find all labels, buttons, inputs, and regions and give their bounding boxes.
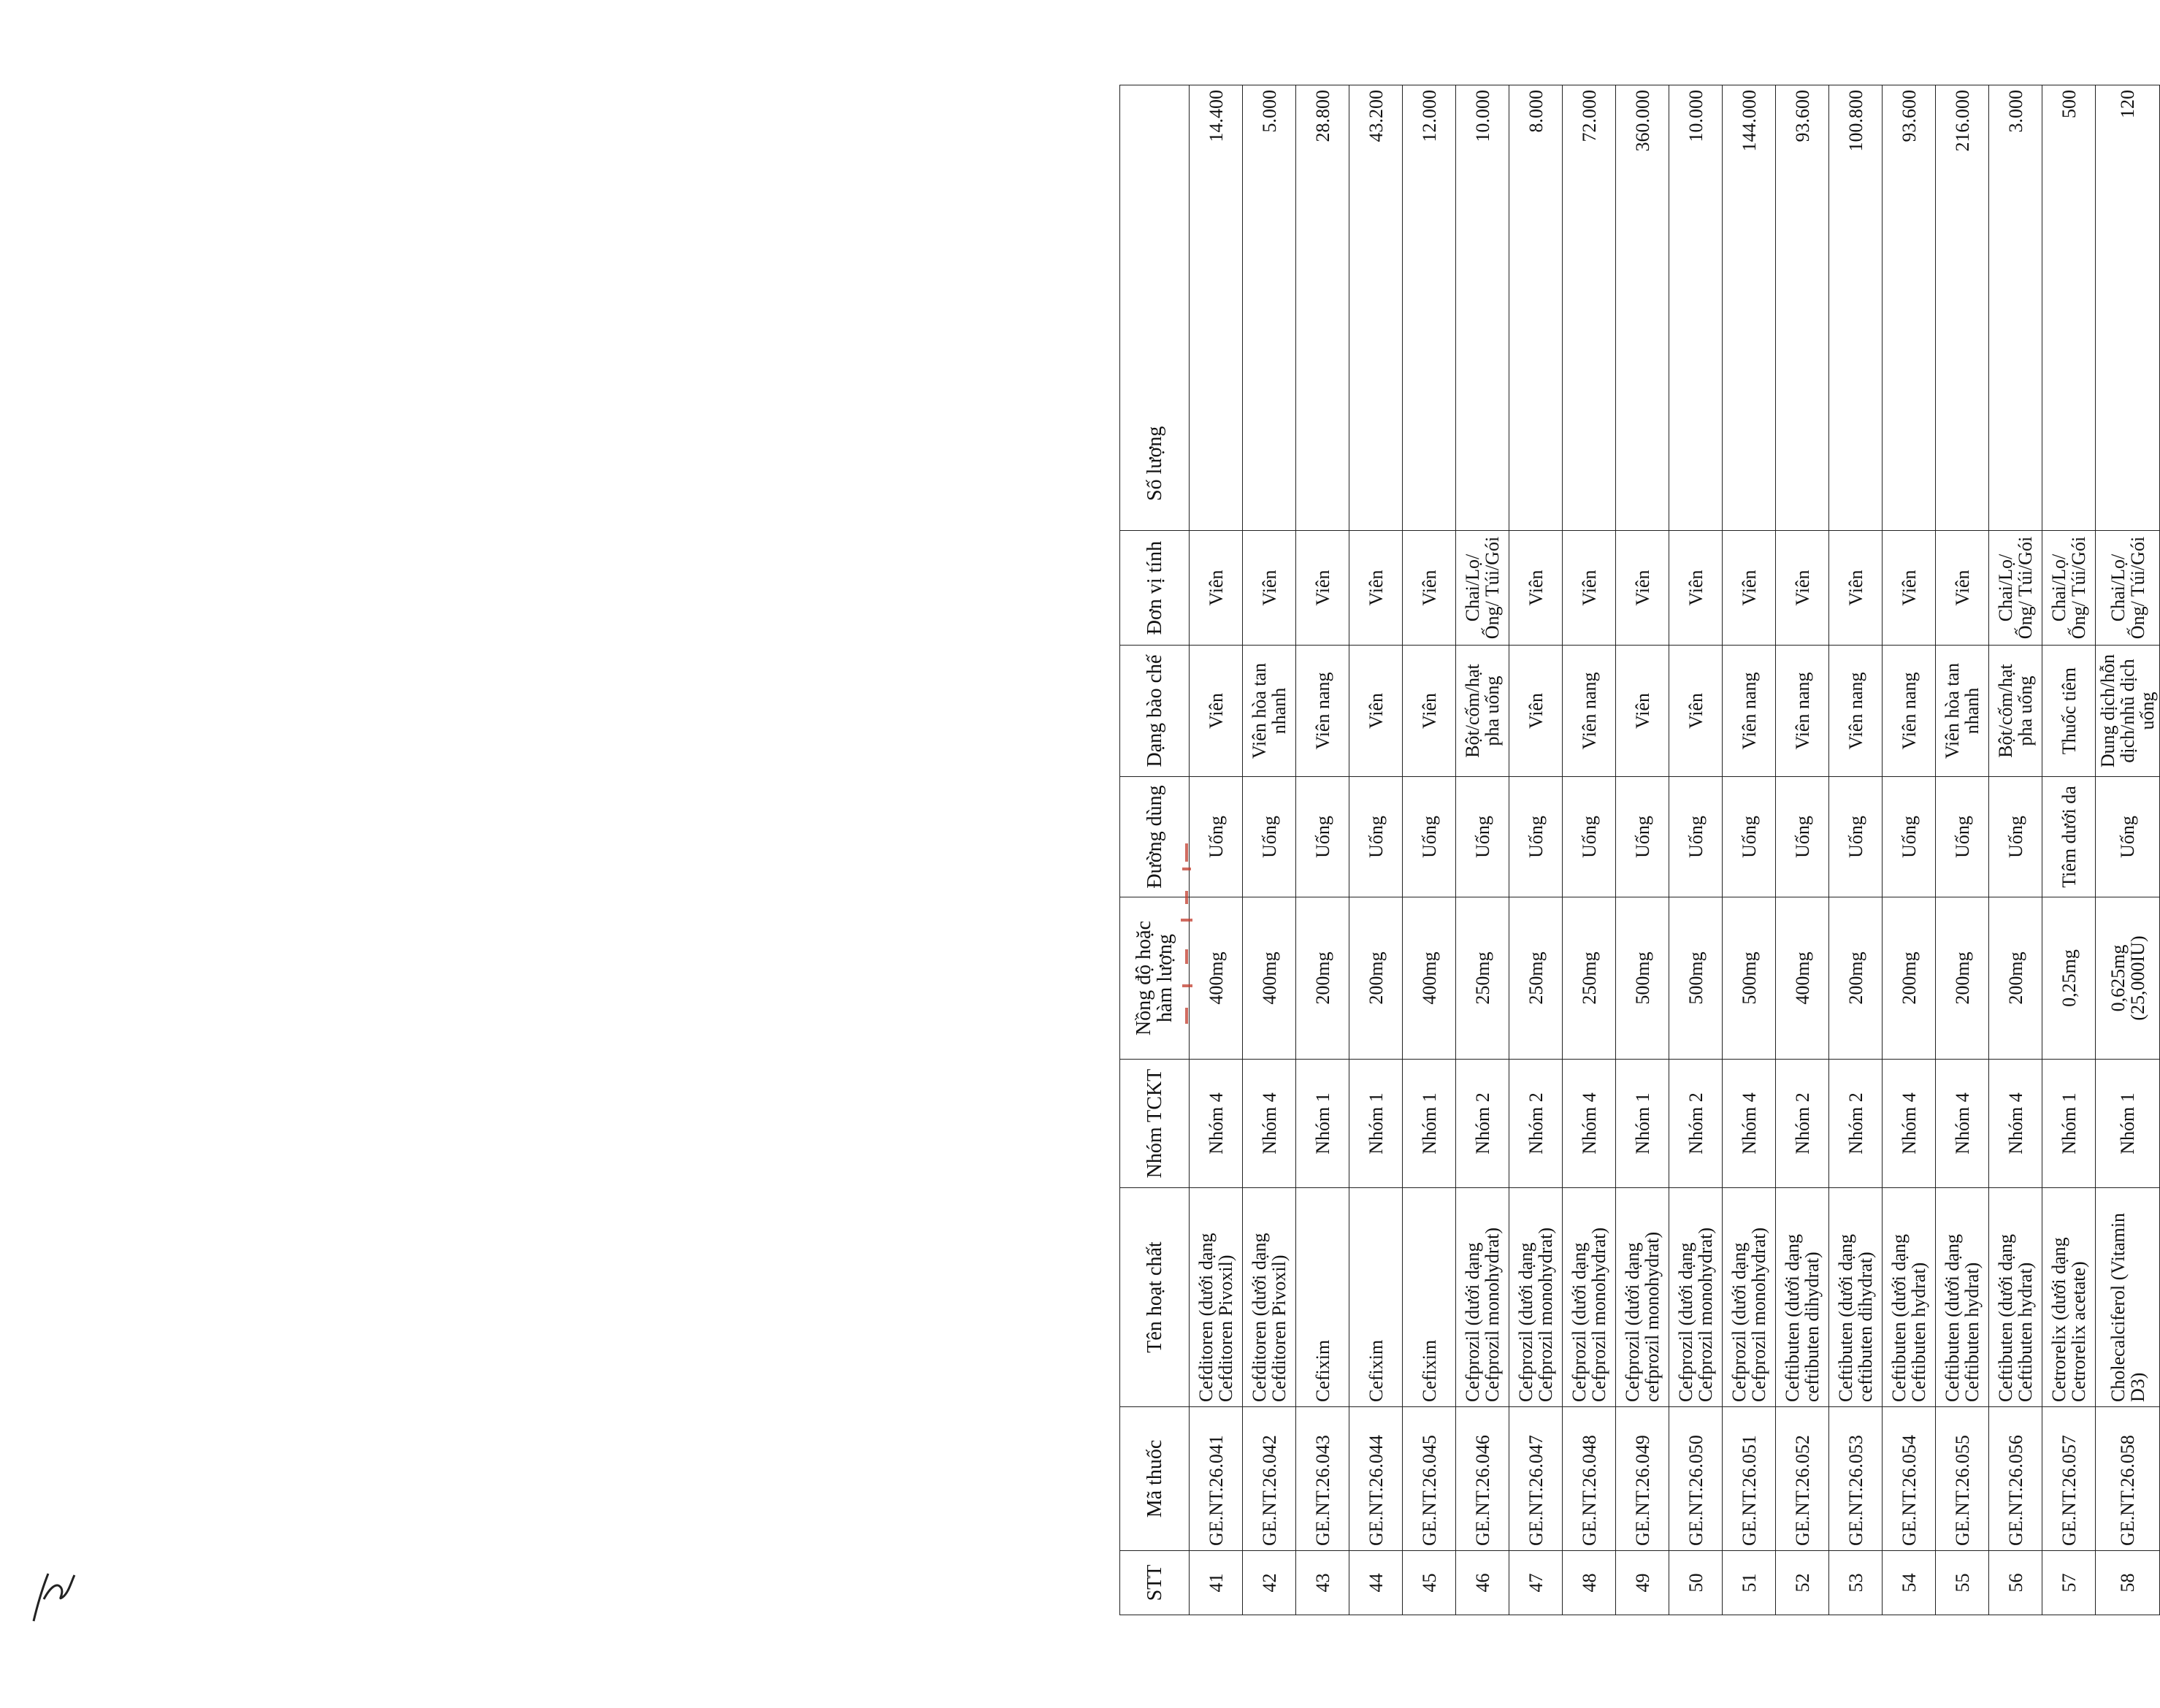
header-nong-do: Nồng độ hoặc hàm lượng	[1120, 897, 1190, 1060]
cell-so-luong: 3.000	[1989, 85, 2042, 531]
cell-don-vi-tinh: Viên	[1936, 531, 1989, 646]
table-row	[1936, 85, 1989, 1615]
cell-ten-hoat-chat: Cefprozil (dưới dạng Cefprozil monohydrat)	[1563, 1188, 1616, 1407]
cell-dang-bao-che: Viên nang	[1776, 646, 1829, 777]
cell-ten-hoat-chat: Cholecalciferol (Vitamin D3)	[2096, 1188, 2160, 1407]
cell-ma-thuoc: GE.NT.26.044	[1349, 1407, 1403, 1551]
signature-mark	[28, 1559, 79, 1625]
cell-don-vi-tinh: Viên	[1563, 531, 1616, 646]
table-row	[1296, 85, 1349, 1615]
cell-so-luong: 360.000	[1616, 85, 1669, 531]
cell-so-luong: 8.000	[1509, 85, 1563, 531]
cell-duong-dung: Uống	[1616, 777, 1669, 897]
header-duong-dung: Đường dùng	[1120, 777, 1190, 897]
cell-ma-thuoc: GE.NT.26.055	[1936, 1407, 1989, 1551]
cell-ten-hoat-chat: Cefditoren (dưới dạng Cefditoren Pivoxil)	[1190, 1188, 1243, 1407]
cell-don-vi-tinh: Viên	[1776, 531, 1829, 646]
cell-ten-hoat-chat: Ceftibuten (dưới dạng ceftibuten dihydrat)	[1776, 1188, 1829, 1407]
cell-dang-bao-che: Viên hòa tan nhanh	[1243, 646, 1296, 777]
cell-ma-thuoc: GE.NT.26.049	[1616, 1407, 1669, 1551]
cell-so-luong: 216.000	[1936, 85, 1989, 531]
cell-nhom-tckt: Nhóm 1	[2096, 1060, 2160, 1188]
cell-ma-thuoc: GE.NT.26.046	[1456, 1407, 1509, 1551]
cell-nong-do: 0,625mg (25,000IU)	[2096, 897, 2160, 1060]
cell-duong-dung: Uống	[2096, 777, 2160, 897]
cell-nong-do: 500mg	[1669, 897, 1723, 1060]
cell-so-luong: 500	[2042, 85, 2096, 531]
cell-duong-dung: Uống	[1723, 777, 1776, 897]
cell-nhom-tckt: Nhóm 1	[1296, 1060, 1349, 1188]
cell-nong-do: 0,25mg	[2042, 897, 2096, 1060]
cell-nong-do: 400mg	[1403, 897, 1456, 1060]
cell-ma-thuoc: GE.NT.26.051	[1723, 1407, 1776, 1551]
cell-nhom-tckt: Nhóm 1	[1616, 1060, 1669, 1188]
cell-duong-dung: Uống	[1296, 777, 1349, 897]
cell-duong-dung: Uống	[1403, 777, 1456, 897]
cell-ten-hoat-chat: Cefixim	[1296, 1188, 1349, 1407]
cell-dang-bao-che: Thuốc tiêm	[2042, 646, 2096, 777]
cell-don-vi-tinh: Viên	[1403, 531, 1456, 646]
table-row	[1509, 85, 1563, 1615]
cell-don-vi-tinh: Viên	[1616, 531, 1669, 646]
table-row	[1243, 85, 1296, 1615]
table-row	[1403, 85, 1456, 1615]
cell-ten-hoat-chat: Cefditoren (dưới dạng Cefditoren Pivoxil)	[1243, 1188, 1296, 1407]
cell-so-luong: 12.000	[1403, 85, 1456, 531]
cell-stt: 54	[1883, 1551, 1936, 1615]
cell-nhom-tckt: Nhóm 2	[1669, 1060, 1723, 1188]
header-nhom-tckt: Nhóm TCKT	[1120, 1060, 1190, 1188]
cell-ten-hoat-chat: Cefixim	[1403, 1188, 1456, 1407]
cell-nhom-tckt: Nhóm 1	[2042, 1060, 2096, 1188]
cell-so-luong: 10.000	[1456, 85, 1509, 531]
header-ten-hoat-chat: Tên hoạt chất	[1120, 1188, 1190, 1407]
cell-dang-bao-che: Viên nang	[1829, 646, 1883, 777]
cell-don-vi-tinh: Chai/Lọ/Ống/ Túi/Gói	[2096, 531, 2160, 646]
table-row	[1616, 85, 1669, 1615]
cell-nhom-tckt: Nhóm 4	[1723, 1060, 1776, 1188]
cell-stt: 46	[1456, 1551, 1509, 1615]
cell-nhom-tckt: Nhóm 1	[1403, 1060, 1456, 1188]
cell-duong-dung: Uống	[1669, 777, 1723, 897]
cell-ma-thuoc: GE.NT.26.057	[2042, 1407, 2096, 1551]
cell-so-luong: 5.000	[1243, 85, 1296, 531]
cell-ma-thuoc: GE.NT.26.043	[1296, 1407, 1349, 1551]
cell-stt: 51	[1723, 1551, 1776, 1615]
cell-ma-thuoc: GE.NT.26.054	[1883, 1407, 1936, 1551]
cell-dang-bao-che: Viên nang	[1723, 646, 1776, 777]
cell-nong-do: 400mg	[1776, 897, 1829, 1060]
cell-ma-thuoc: GE.NT.26.041	[1190, 1407, 1243, 1551]
cell-so-luong: 144.000	[1723, 85, 1776, 531]
table-body	[1190, 85, 2160, 1615]
cell-ma-thuoc: GE.NT.26.047	[1509, 1407, 1563, 1551]
cell-ma-thuoc: GE.NT.26.042	[1243, 1407, 1296, 1551]
cell-ten-hoat-chat: Cefprozil (dưới dạng Cefprozil monohydrat)	[1723, 1188, 1776, 1407]
cell-nhom-tckt: Nhóm 2	[1829, 1060, 1883, 1188]
cell-don-vi-tinh: Viên	[1190, 531, 1243, 646]
table-row	[2042, 85, 2096, 1615]
cell-nong-do: 200mg	[1829, 897, 1883, 1060]
cell-stt: 56	[1989, 1551, 2042, 1615]
cell-don-vi-tinh: Viên	[1723, 531, 1776, 646]
cell-stt: 47	[1509, 1551, 1563, 1615]
cell-don-vi-tinh: Chai/Lọ/Ống/ Túi/Gói	[2042, 531, 2096, 646]
cell-ten-hoat-chat: Cefixim	[1349, 1188, 1403, 1407]
cell-so-luong: 43.200	[1349, 85, 1403, 531]
cell-nhom-tckt: Nhóm 1	[1349, 1060, 1403, 1188]
cell-ma-thuoc: GE.NT.26.053	[1829, 1407, 1883, 1551]
cell-dang-bao-che: Viên	[1509, 646, 1563, 777]
cell-nong-do: 200mg	[1349, 897, 1403, 1060]
cell-duong-dung: Uống	[1456, 777, 1509, 897]
cell-dang-bao-che: Bột/cốm/hạt pha uống	[1456, 646, 1509, 777]
cell-ten-hoat-chat: Cefprozil (dưới dạng Cefprozil monohydrat)	[1456, 1188, 1509, 1407]
cell-ten-hoat-chat: Ceftibuten (dưới dạng ceftibuten dihydrat)	[1829, 1188, 1883, 1407]
cell-so-luong: 120	[2096, 85, 2160, 531]
cell-duong-dung: Uống	[1936, 777, 1989, 897]
table-row	[1723, 85, 1776, 1615]
cell-stt: 52	[1776, 1551, 1829, 1615]
cell-nong-do: 250mg	[1509, 897, 1563, 1060]
cell-so-luong: 10.000	[1669, 85, 1723, 531]
header-dang-bao-che: Dạng bào chế	[1120, 646, 1190, 777]
cell-so-luong: 28.800	[1296, 85, 1349, 531]
cell-nong-do: 200mg	[1296, 897, 1349, 1060]
cell-dang-bao-che: Viên	[1669, 646, 1723, 777]
cell-dang-bao-che: Viên	[1403, 646, 1456, 777]
cell-nong-do: 250mg	[1456, 897, 1509, 1060]
cell-stt: 50	[1669, 1551, 1723, 1615]
table-row	[1456, 85, 1509, 1615]
cell-dang-bao-che: Viên nang	[1563, 646, 1616, 777]
cell-dang-bao-che: Viên nang	[1296, 646, 1349, 777]
cell-duong-dung: Tiêm dưới da	[2042, 777, 2096, 897]
cell-don-vi-tinh: Viên	[1243, 531, 1296, 646]
cell-don-vi-tinh: Viên	[1509, 531, 1563, 646]
cell-don-vi-tinh: Viên	[1349, 531, 1403, 646]
cell-stt: 55	[1936, 1551, 1989, 1615]
cell-duong-dung: Uống	[1776, 777, 1829, 897]
table-row	[1989, 85, 2042, 1615]
cell-nong-do: 250mg	[1563, 897, 1616, 1060]
cell-dang-bao-che: Viên	[1349, 646, 1403, 777]
cell-ten-hoat-chat: Cefprozil (dưới dạng cefprozil monohydrat)	[1616, 1188, 1669, 1407]
cell-stt: 57	[2042, 1551, 2096, 1615]
cell-nong-do: 400mg	[1243, 897, 1296, 1060]
cell-duong-dung: Uống	[1509, 777, 1563, 897]
cell-stt: 43	[1296, 1551, 1349, 1615]
cell-duong-dung: Uống	[1563, 777, 1616, 897]
cell-duong-dung: Uống	[1243, 777, 1296, 897]
cell-nhom-tckt: Nhóm 2	[1776, 1060, 1829, 1188]
table-row	[1883, 85, 1936, 1615]
table-row	[1349, 85, 1403, 1615]
cell-ten-hoat-chat: Cefprozil (dưới dạng Cefprozil monohydrat)	[1669, 1188, 1723, 1407]
rotated-table-wrapper	[1119, 85, 2158, 1615]
cell-nhom-tckt: Nhóm 2	[1456, 1060, 1509, 1188]
cell-nhom-tckt: Nhóm 4	[1883, 1060, 1936, 1188]
cell-duong-dung: Uống	[1883, 777, 1936, 897]
cell-so-luong: 100.800	[1829, 85, 1883, 531]
cell-ten-hoat-chat: Cetrorelix (dưới dạng Cetrorelix acetate)	[2042, 1188, 2096, 1407]
cell-dang-bao-che: Viên	[1190, 646, 1243, 777]
cell-ten-hoat-chat: Cefprozil (dưới dạng Cefprozil monohydrat)	[1509, 1188, 1563, 1407]
table-row	[1829, 85, 1883, 1615]
cell-duong-dung: Uống	[1989, 777, 2042, 897]
cell-dang-bao-che: Viên hòa tan nhanh	[1936, 646, 1989, 777]
cell-nong-do: 400mg	[1190, 897, 1243, 1060]
cell-nhom-tckt: Nhóm 4	[1190, 1060, 1243, 1188]
cell-so-luong: 14.400	[1190, 85, 1243, 531]
cell-don-vi-tinh: Viên	[1829, 531, 1883, 646]
cell-don-vi-tinh: Chai/Lọ/Ống/ Túi/Gói	[1989, 531, 2042, 646]
header-stt: STT	[1120, 1551, 1190, 1615]
header-so-luong: Số lượng	[1120, 85, 1190, 531]
table-row	[2096, 85, 2160, 1615]
cell-nong-do: 200mg	[1883, 897, 1936, 1060]
drug-table	[1119, 85, 2160, 1615]
cell-so-luong: 93.600	[1776, 85, 1829, 531]
cell-dang-bao-che: Bột/cốm/hạt pha uống	[1989, 646, 2042, 777]
table-row	[1776, 85, 1829, 1615]
cell-stt: 49	[1616, 1551, 1669, 1615]
cell-nhom-tckt: Nhóm 4	[1243, 1060, 1296, 1188]
cell-ma-thuoc: GE.NT.26.052	[1776, 1407, 1829, 1551]
table-row	[1563, 85, 1616, 1615]
header-don-vi-tinh: Đơn vị tính	[1120, 531, 1190, 646]
cell-ma-thuoc: GE.NT.26.056	[1989, 1407, 2042, 1551]
cell-stt: 53	[1829, 1551, 1883, 1615]
cell-ma-thuoc: GE.NT.26.045	[1403, 1407, 1456, 1551]
table-row	[1669, 85, 1723, 1615]
cell-nhom-tckt: Nhóm 4	[1989, 1060, 2042, 1188]
cell-so-luong: 72.000	[1563, 85, 1616, 531]
cell-stt: 42	[1243, 1551, 1296, 1615]
cell-nhom-tckt: Nhóm 4	[1563, 1060, 1616, 1188]
cell-nhom-tckt: Nhóm 4	[1936, 1060, 1989, 1188]
cell-ma-thuoc: GE.NT.26.050	[1669, 1407, 1723, 1551]
cell-stt: 45	[1403, 1551, 1456, 1615]
cell-don-vi-tinh: Chai/Lọ/Ống/ Túi/Gói	[1456, 531, 1509, 646]
cell-nong-do: 200mg	[1989, 897, 2042, 1060]
cell-nhom-tckt: Nhóm 2	[1509, 1060, 1563, 1188]
cell-ma-thuoc: GE.NT.26.058	[2096, 1407, 2160, 1551]
cell-duong-dung: Uống	[1190, 777, 1243, 897]
cell-stt: 44	[1349, 1551, 1403, 1615]
cell-ten-hoat-chat: Ceftibuten (dưới dạng Ceftibuten hydrat)	[1989, 1188, 2042, 1407]
cell-duong-dung: Uống	[1829, 777, 1883, 897]
cell-ten-hoat-chat: Ceftibuten (dưới dạng Ceftibuten hydrat)	[1883, 1188, 1936, 1407]
red-stamp-fragment	[1172, 840, 1201, 1030]
cell-dang-bao-che: Dung dịch/hỗn dịch/nhũ dịch uống	[2096, 646, 2160, 777]
cell-nong-do: 200mg	[1936, 897, 1989, 1060]
cell-nong-do: 500mg	[1723, 897, 1776, 1060]
cell-duong-dung: Uống	[1349, 777, 1403, 897]
cell-ma-thuoc: GE.NT.26.048	[1563, 1407, 1616, 1551]
cell-nong-do: 500mg	[1616, 897, 1669, 1060]
cell-dang-bao-che: Viên	[1616, 646, 1669, 777]
header-ma-thuoc: Mã thuốc	[1120, 1407, 1190, 1551]
cell-don-vi-tinh: Viên	[1669, 531, 1723, 646]
cell-so-luong: 93.600	[1883, 85, 1936, 531]
cell-stt: 48	[1563, 1551, 1616, 1615]
cell-don-vi-tinh: Viên	[1883, 531, 1936, 646]
cell-stt: 41	[1190, 1551, 1243, 1615]
cell-ten-hoat-chat: Ceftibuten (dưới dạng Ceftibuten hydrat)	[1936, 1188, 1989, 1407]
cell-dang-bao-che: Viên nang	[1883, 646, 1936, 777]
cell-don-vi-tinh: Viên	[1296, 531, 1349, 646]
cell-stt: 58	[2096, 1551, 2160, 1615]
